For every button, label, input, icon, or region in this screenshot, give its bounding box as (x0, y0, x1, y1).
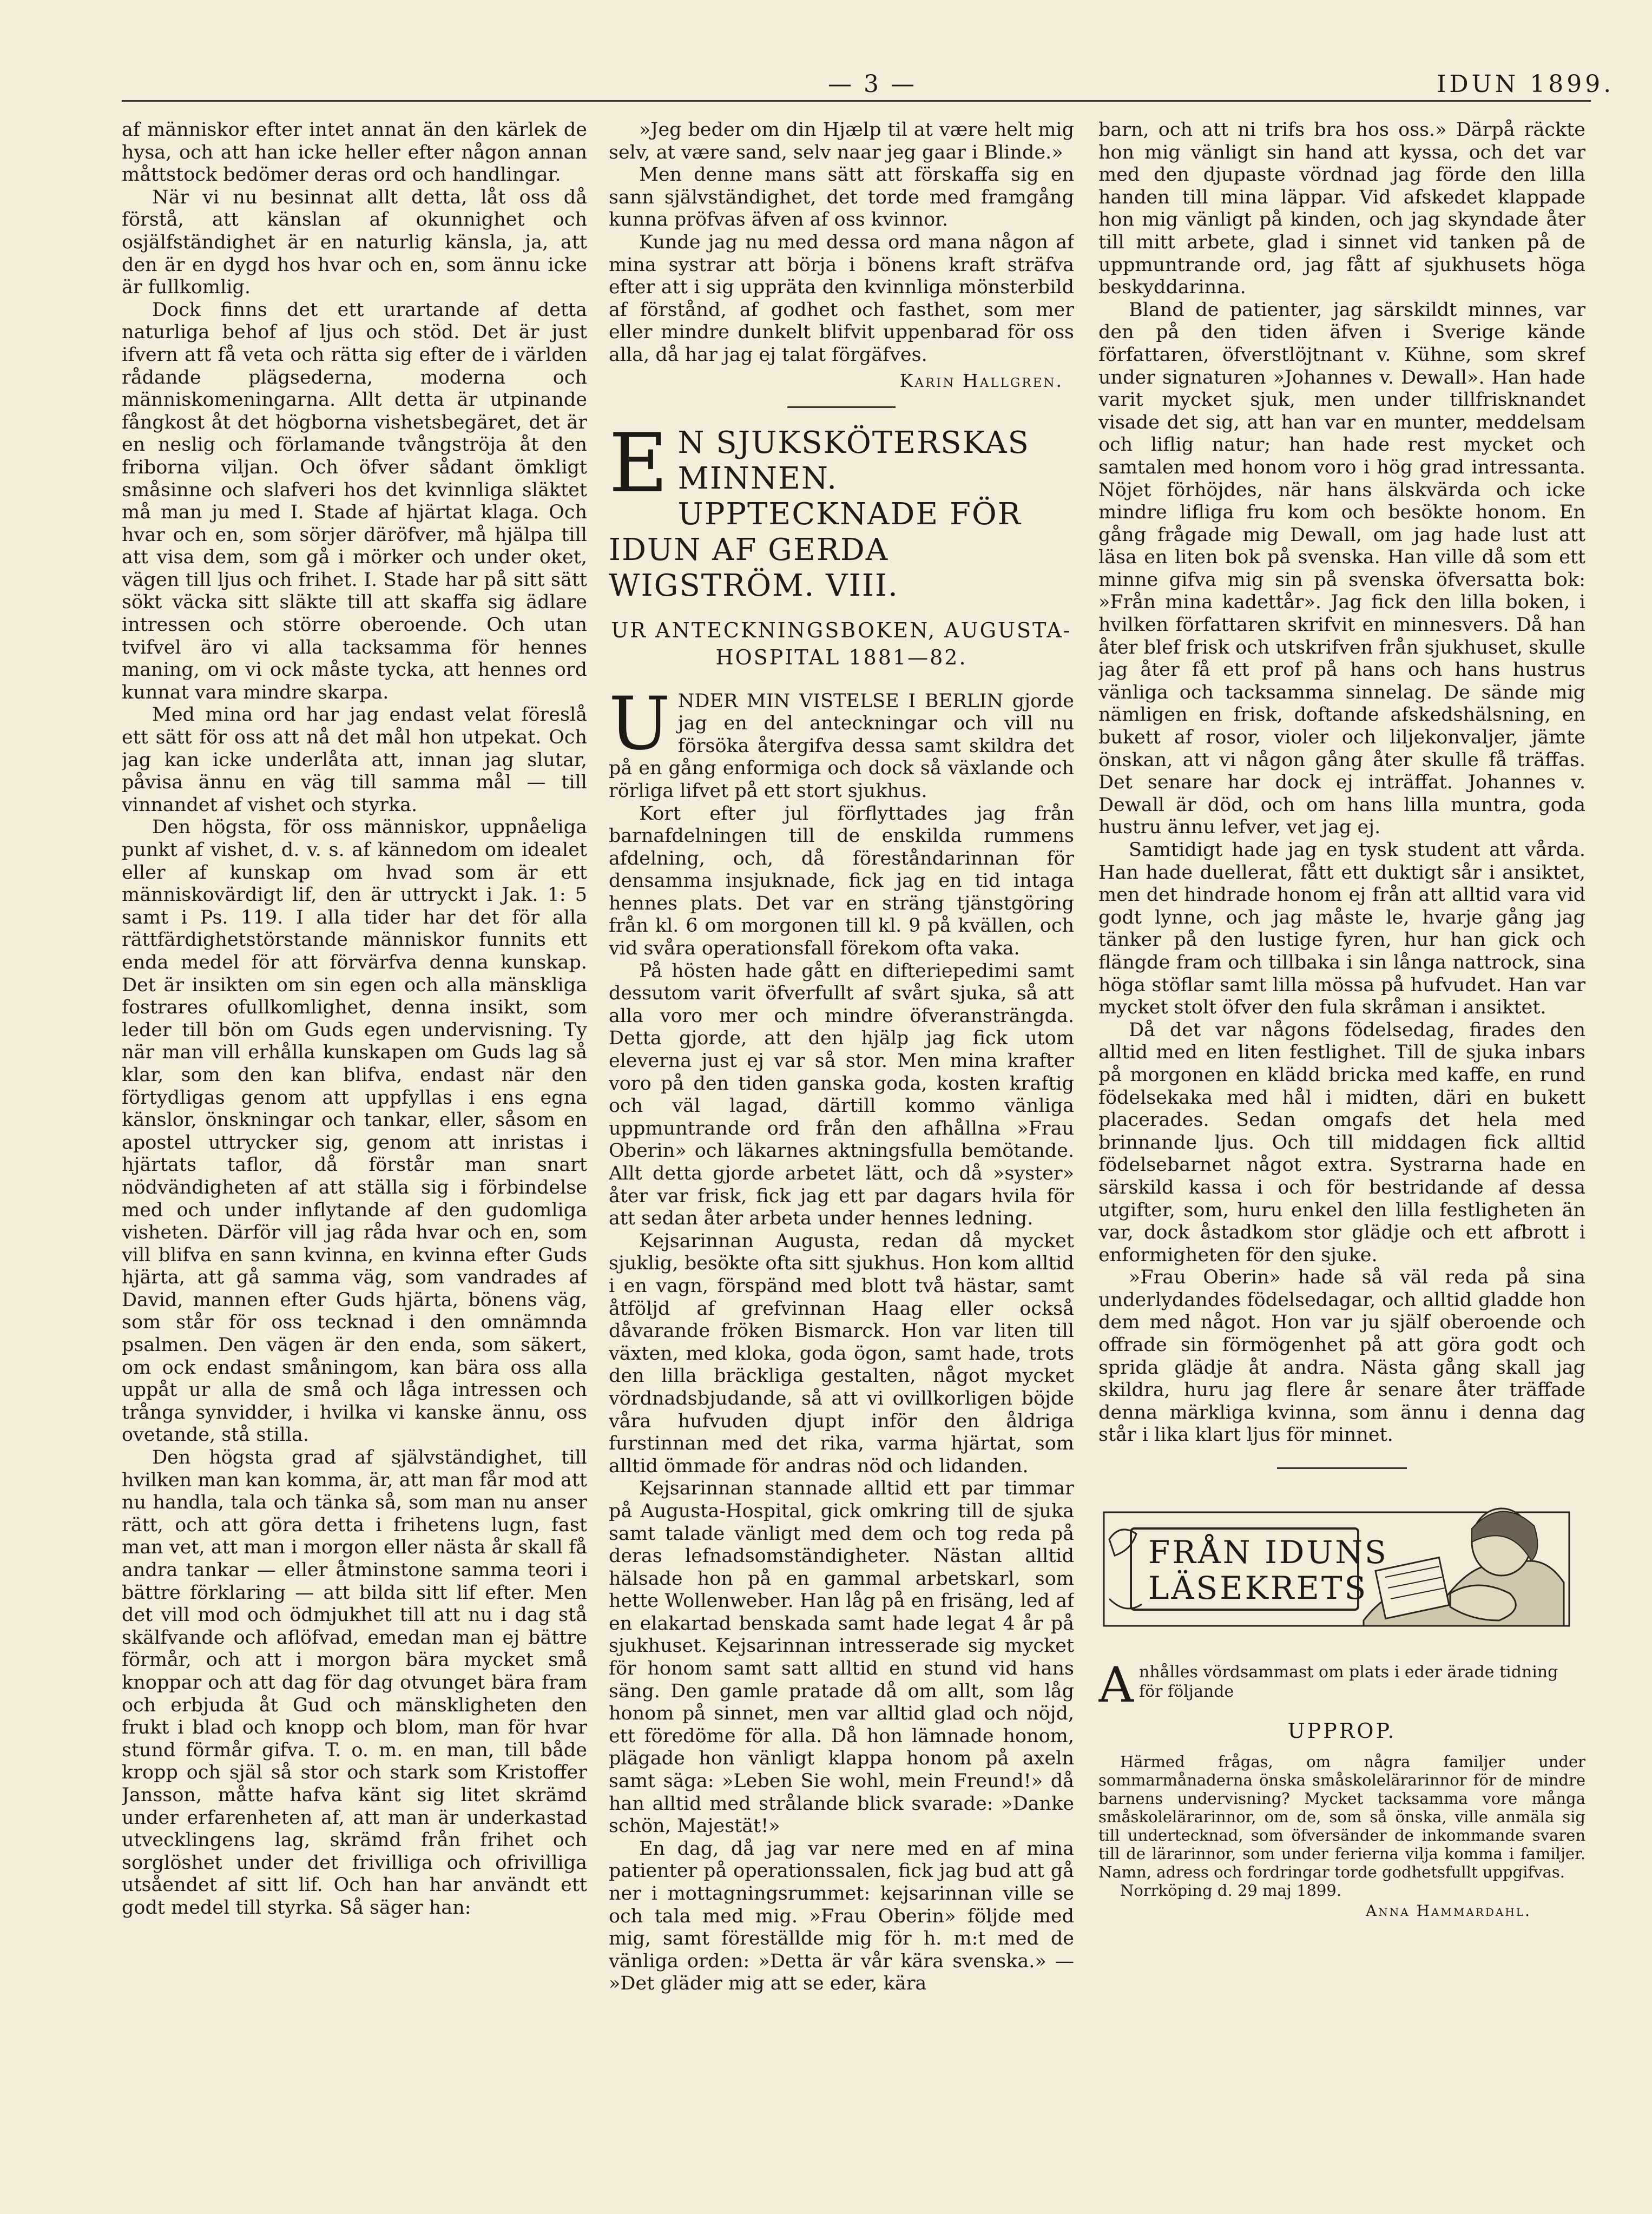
author-signature: Karin Hallgren. (899, 370, 1063, 391)
running-head: IDUN 1899. (1437, 70, 1615, 98)
article-subtitle: UR ANTECKNINGSBOKEN, AUGUSTA-HOSPITAL 1881—82. (611, 618, 1072, 669)
paragraph: Kunde jag nu med dessa ord mana någon af mina systrar att börja i bönens kraft sträfva efter att i sig uppräta den kvinnliga mönsterbild af förstånd, af godhet och fasthet, som mer eller mindre dunkelt blifvit uppenbarad för oss alla, då har jag ej talat förgäfves. (609, 231, 1074, 366)
title-drop-cap: E (609, 416, 669, 511)
paragraph: Kejsarinnan stannade alltid ett par timmar på Augusta-Hospital, gick omkring till de sjuka samt talade vänligt med dem och tog reda på deras lefnadsomständigheter. Nästan alltid hälsade hon på en gammal arbetskarl, som hette Wollenweber. Han låg på en frisäng, led af en elakartad benskada samt hade legat 4 år på sjukhuset. Kejsarinnan intresserade sig mycket för honom samt satt alltid en stund vid hans säng. Den gamle pratade då om allt, som låg honom på sinnet, men var alltid glad och nöjd, ett föredöme för alla. Då hon lämnade honom, plägade hon vänligt klappa honom på axeln samt säga: »Leben Sie wohl, mein Freund!» då han alltid med strålande blick svarade: »Danke schön, Majestät!» (609, 1478, 1074, 1837)
paragraph: En dag, då jag var nere med en af mina patienter på operationssalen, fick jag bud att gå ner i mottagningsrummet: kejsarinnan ville se och tala med mig. »Frau Oberin» följde med mig, samt föreställde mig för h. m:t med de vänliga orden: »Detta är vår kära svenska.» — »Det gläder mig att se eder, kära (609, 1837, 1074, 1995)
paragraph: Dock finns det ett urartande af detta naturliga behof af ljus och stöd. Det är just ifvern att få veta och rätta sig efter de i världen rådande plägsederna, moderna och människomeningarna. Allt detta är utpinande fångkost åt det högborna vishetsbegäret, det är en neslig och förlamande tvångströja åt den friborna viljan. Och öfver sådant ömkligt småsinne och slafveri hos det kvinnliga släktet må man ju med I. Stade af hjärtat klaga. Och hvar och en, som sörjer däröfver, må hjälpa till att visa dem, som gå i mörker och under oket, vägen till ljus och frihet. I. Stade har på sitt sätt sökt väcka sitt släkte till att skaffa sig ädlare intressen och större oberoende. Och utan tvifvel äro vi alla tacksamma för hennes maning, om vi ock måste tycka, att hennes ord kunnat vara mindre skarpa. (122, 299, 587, 703)
notice-text: nhålles vördsammast om plats i eder ärade tidning för följande (1139, 1663, 1558, 1702)
paragraph: Men denne mans sätt att förskaffa sig en sann självständighet, det torde med framgång kunna pröfvas äfven af oss kvinnor. (609, 164, 1074, 231)
banner-title-line-1: FRÅN IDUNS (1148, 1534, 1388, 1571)
column-3 (1098, 119, 1585, 2197)
quote-paragraph: »Jeg beder om din Hjælp til at være helt mig selv, at være sand, selv naar jeg gaar i Blinde.» (609, 119, 1074, 163)
header-rule (122, 100, 1591, 102)
paragraph: Bland de patienter, jag särskildt minnes, var den på den tiden äfven i Sverige kände författaren, öfverstlöjtnant v. Kühne, som skref under signaturen »Johannes v. Dewall». Han hade varit mycket sjuk, men under tillfrisknandet visade det sig, att han var en munter, meddelsam och liflig natur; han hade rest mycket och samtalen med honom voro i hög grad intressanta. Nöjet förhöjdes, när hans älskvärda och icke mindre lifliga fru kom och besökte honom. En gång frågade mig Dewall, om jag hade lust att läsa en liten bok på svenska. Han ville då som ett minne gifva mig sin på svenska öfversatta bok: »Från mina kadettår». Jag fick den lilla boken, i hvilken författaren skrifvit en minnesvers. Då han åter blef frisk och utskrifven från sjukhuset, skulle jag åter få ett prof på hans och hans hustrus vänliga och tacksamma sinnelag. De sände mig nämligen en frisk, doftande afskedshälsning, en bukett af rosor, violer och liljekonvaljer, jämte önskan, att vi någon gång åter skulle få träffas. Det senare har dock ej inträffat. Johannes v. Dewall är död, och om hans lilla muntra, goda hustru ännu lefver, vet jag ej. (1098, 299, 1585, 839)
paragraph: Samtidigt hade jag en tysk student att vårda. Han hade duellerat, fått ett duktigt sår i ansiktet, men det hindrade honom ej från att alltid vara vid godt lynne, och jag måste le, hvarje gång jag tänker på den lustige fyren, hur han gick och flängde fram och tillbaka i sin långa nattrock, sina höga stöflar samt lilla mössa på hufvudet. Han var mycket stolt öfver den fula skråman i ansiktet. (1098, 839, 1585, 1019)
paragraph: På hösten hade gått en difteriepedimi samt dessutom varit öfverfullt af svårt sjuka, så att alla voro mer och mindre öfveransträngda. Detta gjorde, att den hjälp jag fick utom eleverna just ej var så stor. Men mina krafter voro på den tiden ganska goda, kosten kraftig och väl lagad, därtill kommo vänliga uppmuntrande ord från den afhållna »Frau Oberin» och läkarnes aktningsfulla bemötande. Allt detta gjorde arbetet lätt, och då »syster» åter var frisk, fick jag ett par dagars hvila för att sedan åter arbeta under hennes ledning. (609, 960, 1074, 1230)
paragraph: När vi nu besinnat allt detta, låt oss då förstå, att känslan af okunnighet och osjälfständighet är en naturlig känsla, ja, att den är en dygd hos hvar och en, som ännu icke är fullkomlig. (122, 186, 587, 299)
paragraph: Den högsta, för oss människor, uppnåeliga punkt af vishet, d. v. s. af kännedom om idealet eller af kunskap om hvad som är ett människovärdigt lif, den är uttryckt i Jak. 1: 5 samt i Ps. 119. I alla tider har det för alla rättfärdighetstörstande människor funnits ett enda medel för att förvärfva denna kunskap. Det är insikten om sin egen och alla mänskliga fostrares ofullkomlighet, denna insikt, som leder till bön om Guds egen undervisning. Ty när man vill erhålla kunskapen om Guds lag så klar, som den kan blifva, endast när den förtydligas genom att uppfyllas i ens egna känslor, önskningar och tankar, eller, såsom en apostel uttrycker sig, genom att inristas i hjärtats taflor, då förstår man snart nödvändigheten af att ställa sig i förbindelse med och under inflytande af den gudomliga visheten. Därför vill jag råda hvar och en, som vill blifva en sann kvinna, en kvinna efter Guds hjärta, att gå samma väg, som vandrades af David, mannen efter Guds hjärta, bönens väg, som står för oss tecknad i den omnämnda psalmen. Den vägen är den enda, som säkert, om ock endast småningom, kan bära oss alla uppåt ur alla de små och låga intressen och trånga synvidder, i hvilka vi kanske ännu, oss ovetande, stå stilla. (122, 816, 587, 1446)
place-date: Norrköping d. 29 maj 1899. (1120, 1881, 1342, 1900)
banner-title-line-2: LÄSEKRETS (1148, 1570, 1368, 1607)
column-1 (122, 119, 587, 2197)
notice-signature: Anna Hammardahl. (1366, 1902, 1531, 1920)
section-banner (1098, 1491, 1575, 1648)
ornament-rule (1277, 1467, 1407, 1469)
column-2 (609, 119, 1074, 2197)
title-text: N SJUKSKÖTERSKAS MINNEN. UPPTECKNADE FÖR IDUN AF GERDA WIGSTRÖM. VIII. (609, 425, 1030, 603)
lead-paragraph (609, 681, 1074, 803)
paragraph: Kejsarinnan Augusta, redan då mycket sjuklig, besökte ofta sitt sjukhus. Hon kom alltid i en vagn, förspänd med blott två hästar, samt åtföljd af grefvinnan Haag eller också dåvarande fröken Bismarck. Hon var liten till växten, med kloka, goda ögon, samt hade, trots den lilla bräckliga gestalten, något mycket vördnadsbjudande, så att vi ovillkorligen böjde våra hufvuden djupt inför den åldriga furstinnan med det rika, varma hjärtat, som alltid ömmade för andras nöd och lidanden. (609, 1230, 1074, 1477)
upprop-paragraph: Härmed frågas, om några familjer under sommarmånaderna önska småskolelärarinnor för de mindre barnens undervisning? Mycket tacksamma vore många småskolelärarinnor, om de, som så önska, ville anmäla sig till undertecknad, som öfversänder de inkommande svaren till de lärarinnor, som under ferierna vilja komma i familjer. Namn, adress och fordringar torde godhetsfullt uppgifvas. (1098, 1752, 1585, 1882)
paragraph: »Frau Oberin» hade så väl reda på sina underlydandes födelsedagar, och alltid gladde hon dem med något. Hon var ju själf oberoende och offrade sin förmögenhet på att göra godt och sprida glädje åt andra. Nästa gång skall jag skildra, huru jag flere år senare åter träffade denna märkliga kvinna, som ännu i denna dag står i lika klart ljus för minnet. (1098, 1267, 1585, 1446)
article-title (609, 416, 1074, 604)
paragraph: Då det var någons födelsedag, firades den alltid med en liten festlighet. Till de sjuka inbars på morgonen en klädd bricka med kaffe, en rund födelsekaka med hål i midten, däri en bukett placerades. Sedan omgafs det hela med brinnande ljus. Och till middagen fick alltid födelsebarnet något extra. Systrarna hade en särskild kassa i och för bestridande af dessa utgifter, som, huru enkel den lilla festligheten än var, dock åstadkom stor glädje och ett afbrott i enformigheten för den sjuke. (1098, 1019, 1585, 1266)
paragraph: Den högsta grad af självständighet, till hvilken man kan komma, är, att man får mod att nu handla, tala och tänka så, som man nu anser rätt, och att göra detta i frihetens lugn, fast man vet, att man i morgon eller nästa år skall få andra tankar — eller åtminstone samma teori i bättre förklaring — att bilda sitt lif efter. Men det vill mod och ödmjukhet till att nu i dag stå skälfvande och aflöfvad, emedan man ej bättre förmår, och att i morgon bära mycket små knoppar och att dag för dag otvunget bära fram och erbjuda åt Gud och mänskligheten den frukt i blad och knopp och blom, man för hvar stund förmår gifva. T. o. m. en man, till både kropp och själ så stor och stark som Kristoffer Jansson, måtte hafva känt sig litet skrämd under erfarenheten af, att man är underkastad utvecklingens lag, skrämd från frihet och sorglöshet under det frivilliga och ofrivilliga utsåendet af sitt lif. Och han har användt ett godt medel till styrka. Så säger han: (122, 1447, 587, 1919)
upprop-body (1098, 1752, 1585, 1920)
paragraph: Kort efter jul förflyttades jag från barnafdelningen till de enskilda rummens afdelning, och, då föreståndarinnan för densamma insjuknade, fick jag en tid intaga hennes plats. Det var en sträng tjänstgöring från kl. 6 om morgonen till kl. 9 på kvällen, och vid svåra operationsfall förekom ofta vaka. (609, 802, 1074, 960)
lead-text: NDER MIN VISTELSE I BERLIN gjorde jag en del anteckningar och vill nu försöka återgifva dessa samt skildra det på en gång enformiga och dock så växlande och rörliga lifvet på ett stort sjukhus. (609, 690, 1074, 802)
notice-intro (1098, 1657, 1585, 1714)
paragraph: Med mina ord har jag endast velat föreslå ett sätt för oss att nå det mål hon utpekat. Och jag kan icke underlåta att, innan jag slutar, påvisa ännu en väg till samma mål — till vinnandet af vishet och styrka. (122, 704, 587, 816)
page-number: — 3 — (828, 70, 917, 98)
section-divider (787, 406, 896, 408)
upprop-title: UPPROP. (1287, 1719, 1397, 1743)
lead-drop-cap: U (609, 681, 670, 766)
page-header (0, 70, 1652, 103)
paragraph: af människor efter intet annat än den kärlek de hysa, och att han icke heller efter någon annan måttstock bedömer deras ord och handlingar. (122, 119, 587, 186)
notice-drop-cap: A (1098, 1657, 1134, 1714)
paragraph: barn, och att ni trifs bra hos oss.» Därpå räckte hon mig vänligt sin hand att kyssa, och det var med den djupaste vördnad jag förde den lilla handen till mina läppar. Vid afskedet klappade hon mig vänligt på kinden, och jag skyndade åter till mitt arbete, glad i sinnet vid tanken på de uppmuntrande ord, jag fått af sjukhusets höga beskyddarinna. (1098, 119, 1585, 299)
